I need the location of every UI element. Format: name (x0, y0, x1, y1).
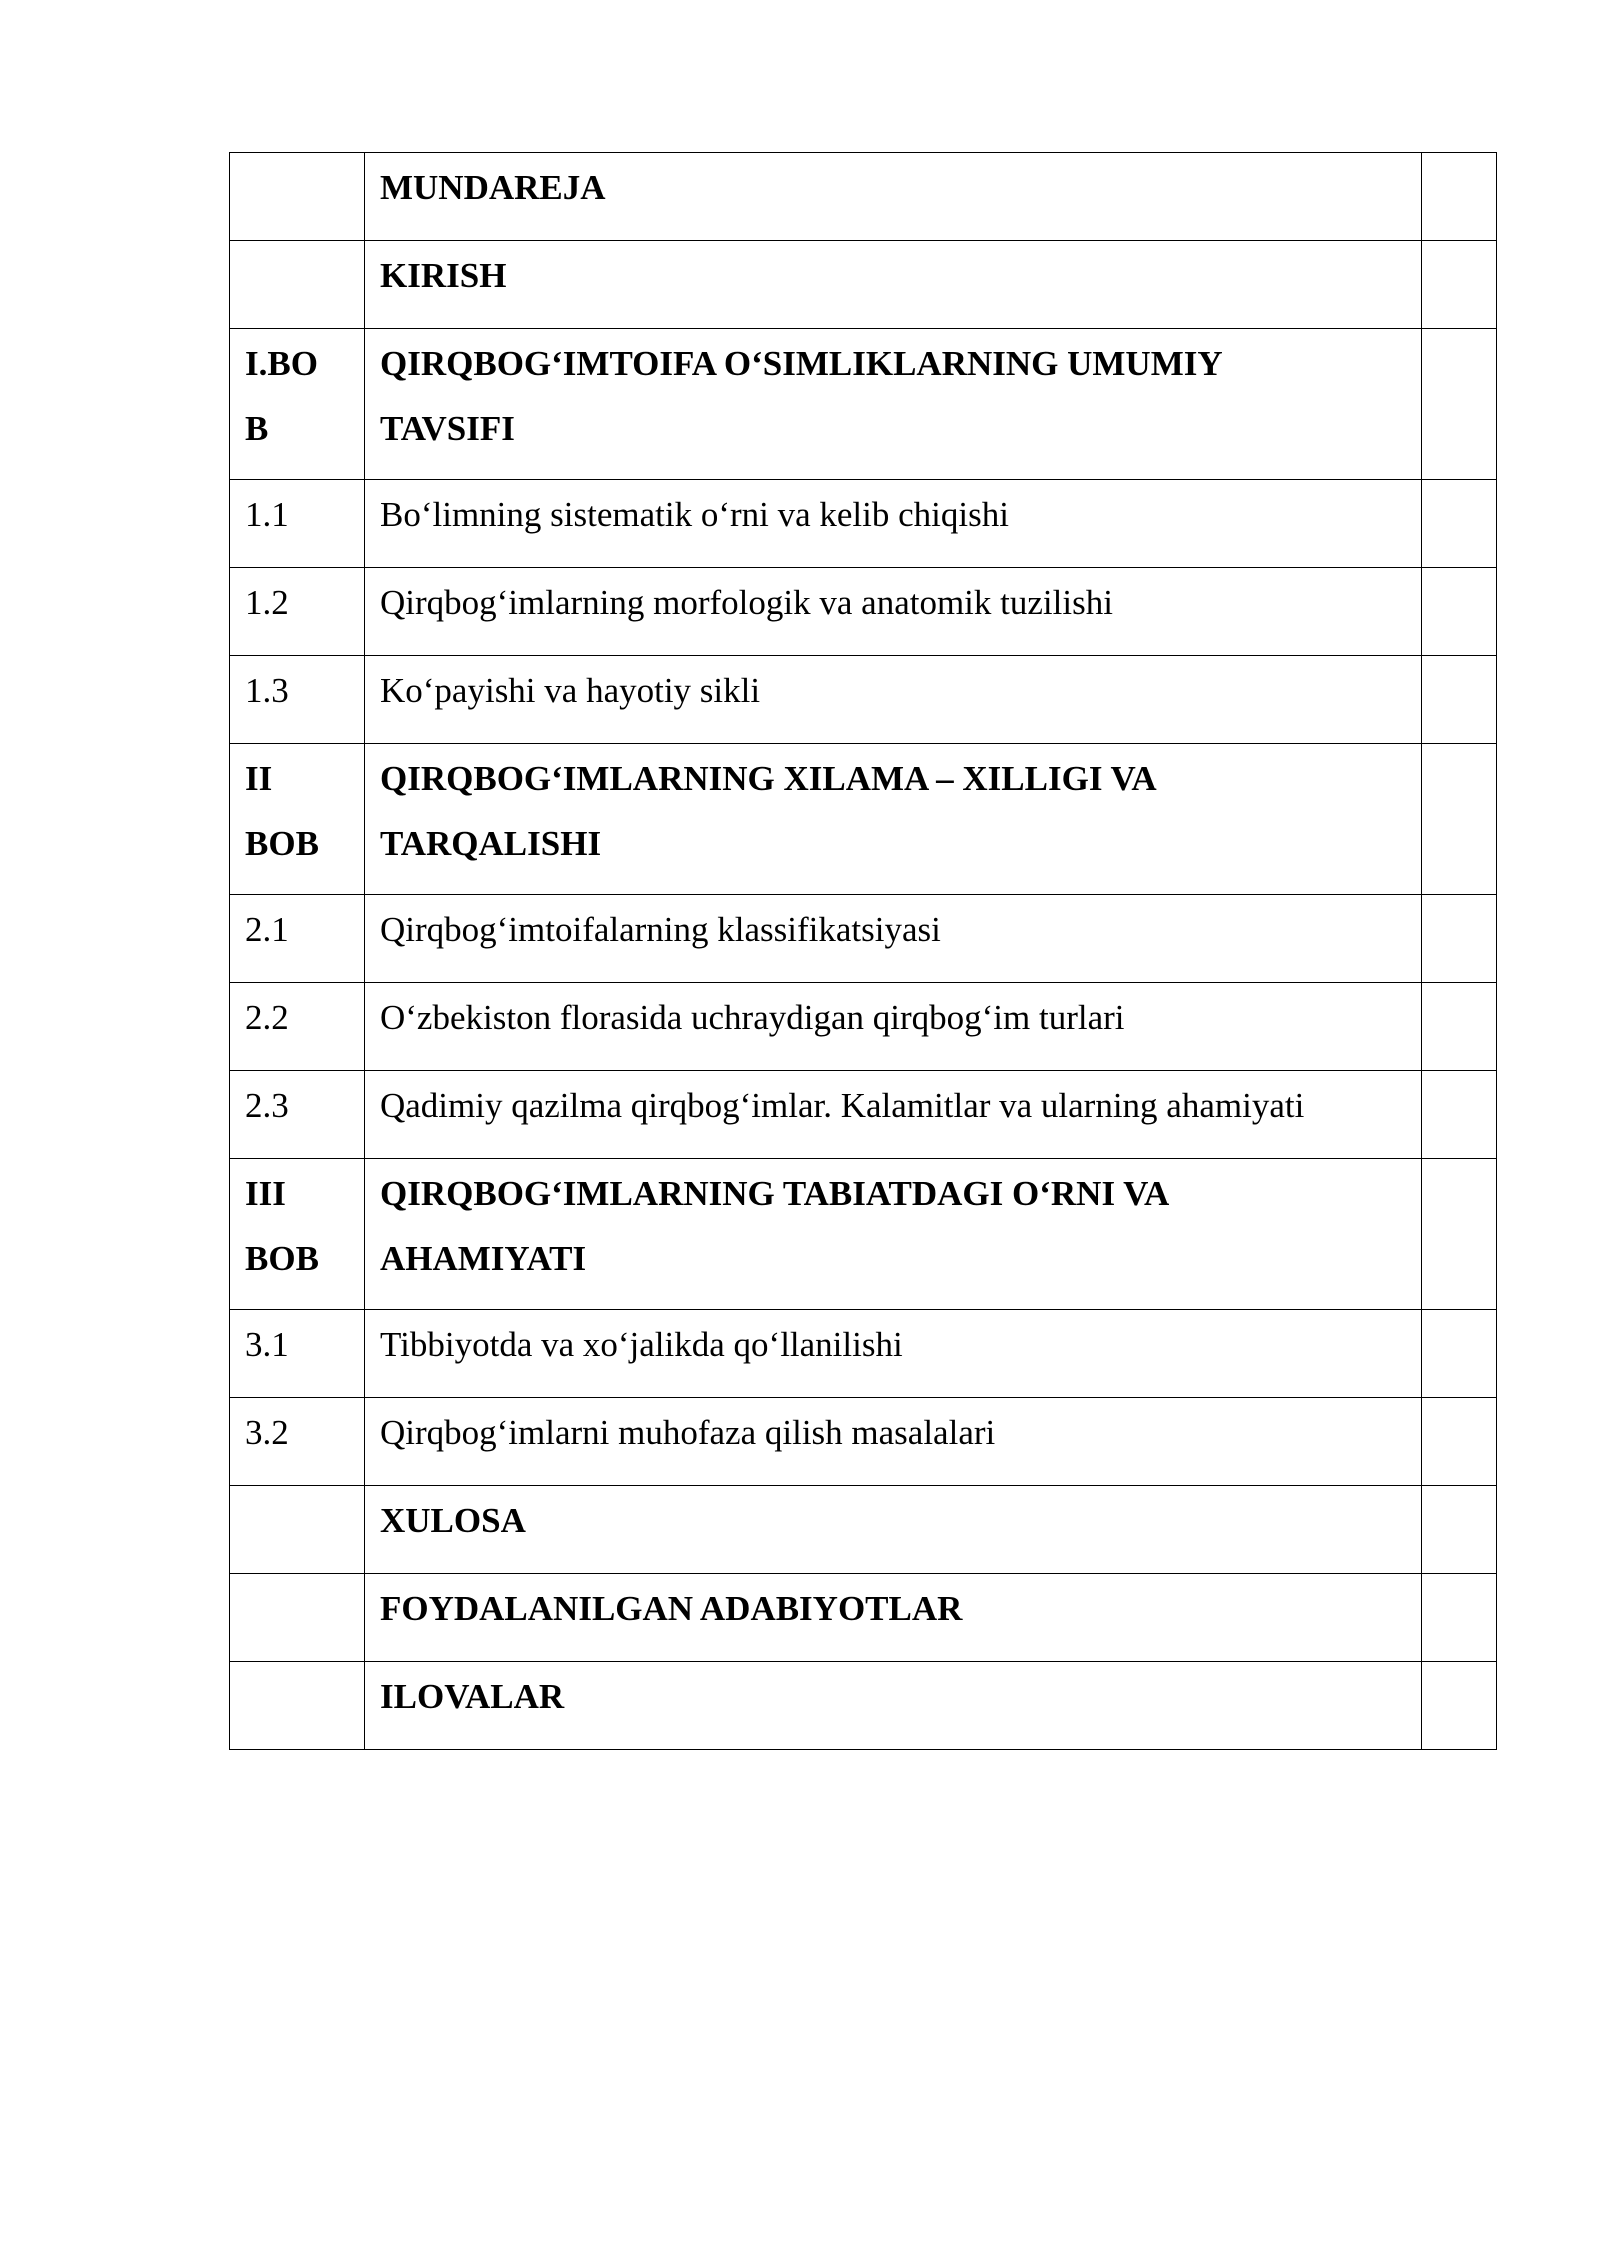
section-title: XULOSA (365, 1486, 1422, 1574)
section-title: KIRISH (365, 241, 1422, 329)
section-number (230, 983, 365, 1071)
section-number (230, 568, 365, 656)
section-title: Qirqbog‘imlarning morfologik va anatomik tuzilishi (365, 568, 1422, 656)
toc-body (230, 153, 1497, 1750)
page-number-cell (1422, 153, 1497, 241)
table-row (230, 1398, 1497, 1486)
page-number-cell (1422, 241, 1497, 329)
section-number-text: 2.1 (245, 910, 289, 949)
section-number-text: 1.1 (245, 495, 289, 534)
section-title: Qirqbog‘imtoifalarning klassifikatsiyasi (365, 895, 1422, 983)
section-title: Qirqbog‘imlarni muhofaza qilish masalalari (365, 1398, 1422, 1486)
page-number-cell (1422, 983, 1497, 1071)
table-of-contents (229, 152, 1497, 1750)
section-number-text: 1.3 (245, 671, 289, 710)
table-row (230, 983, 1497, 1071)
section-number (230, 480, 365, 568)
table-row (230, 480, 1497, 568)
table-row (230, 656, 1497, 744)
section-title: Tibbiyotda va xo‘jalikda qo‘llanilishi (365, 1310, 1422, 1398)
table-row (230, 568, 1497, 656)
section-title: O‘zbekiston florasida uchraydigan qirqbog‘im turlari (365, 983, 1422, 1071)
page-number-cell (1422, 1486, 1497, 1574)
section-number (230, 329, 365, 480)
section-number-text: III BOB (245, 1174, 319, 1278)
section-number (230, 153, 365, 241)
page-number-cell (1422, 1071, 1497, 1159)
section-number (230, 1662, 365, 1750)
page-number-cell (1422, 656, 1497, 744)
table-row (230, 1310, 1497, 1398)
page-number-cell (1422, 1159, 1497, 1310)
table-row (230, 329, 1497, 480)
table-row (230, 241, 1497, 329)
table-row (230, 1662, 1497, 1750)
section-title: QIRQBOG‘IMLARNING TABIATDAGI O‘RNI VA AHAMIYATI (365, 1159, 1422, 1310)
section-number-text: 3.2 (245, 1413, 289, 1452)
section-number-text: 2.3 (245, 1086, 289, 1125)
table-row (230, 744, 1497, 895)
page-number-cell (1422, 329, 1497, 480)
page-number-cell (1422, 568, 1497, 656)
section-number (230, 1159, 365, 1310)
page-number-cell (1422, 480, 1497, 568)
section-number (230, 744, 365, 895)
section-title: ILOVALAR (365, 1662, 1422, 1750)
section-number-text: 2.2 (245, 998, 289, 1037)
section-number (230, 1310, 365, 1398)
section-number-text: 3.1 (245, 1325, 289, 1364)
section-number (230, 1071, 365, 1159)
section-number-text: II BOB (245, 759, 319, 863)
section-number (230, 1574, 365, 1662)
section-number (230, 241, 365, 329)
page-number-cell (1422, 744, 1497, 895)
section-number (230, 656, 365, 744)
section-number (230, 1398, 365, 1486)
section-title: Ko‘payishi va hayotiy sikli (365, 656, 1422, 744)
section-title: Qadimiy qazilma qirqbog‘imlar. Kalamitlar va ularning ahamiyati (365, 1071, 1422, 1159)
table-row (230, 1071, 1497, 1159)
section-title: MUNDAREJA (365, 153, 1422, 241)
section-number (230, 1486, 365, 1574)
table-row (230, 153, 1497, 241)
page-number-cell (1422, 1398, 1497, 1486)
section-title: FOYDALANILGAN ADABIYOTLAR (365, 1574, 1422, 1662)
section-number-text: I.BO B (245, 344, 318, 448)
page-number-cell (1422, 1662, 1497, 1750)
section-number (230, 895, 365, 983)
table-row (230, 1159, 1497, 1310)
table-row (230, 1486, 1497, 1574)
table-row (230, 1574, 1497, 1662)
section-title: Bo‘limning sistematik o‘rni va kelib chiqishi (365, 480, 1422, 568)
page-number-cell (1422, 1574, 1497, 1662)
page-number-cell (1422, 895, 1497, 983)
table-row (230, 895, 1497, 983)
section-title: QIRQBOG‘IMTOIFA O‘SIMLIKLARNING UMUMIY TAVSIFI (365, 329, 1422, 480)
section-title: QIRQBOG‘IMLARNING XILAMA – XILLIGI VA TARQALISHI (365, 744, 1422, 895)
section-number-text: 1.2 (245, 583, 289, 622)
page-number-cell (1422, 1310, 1497, 1398)
